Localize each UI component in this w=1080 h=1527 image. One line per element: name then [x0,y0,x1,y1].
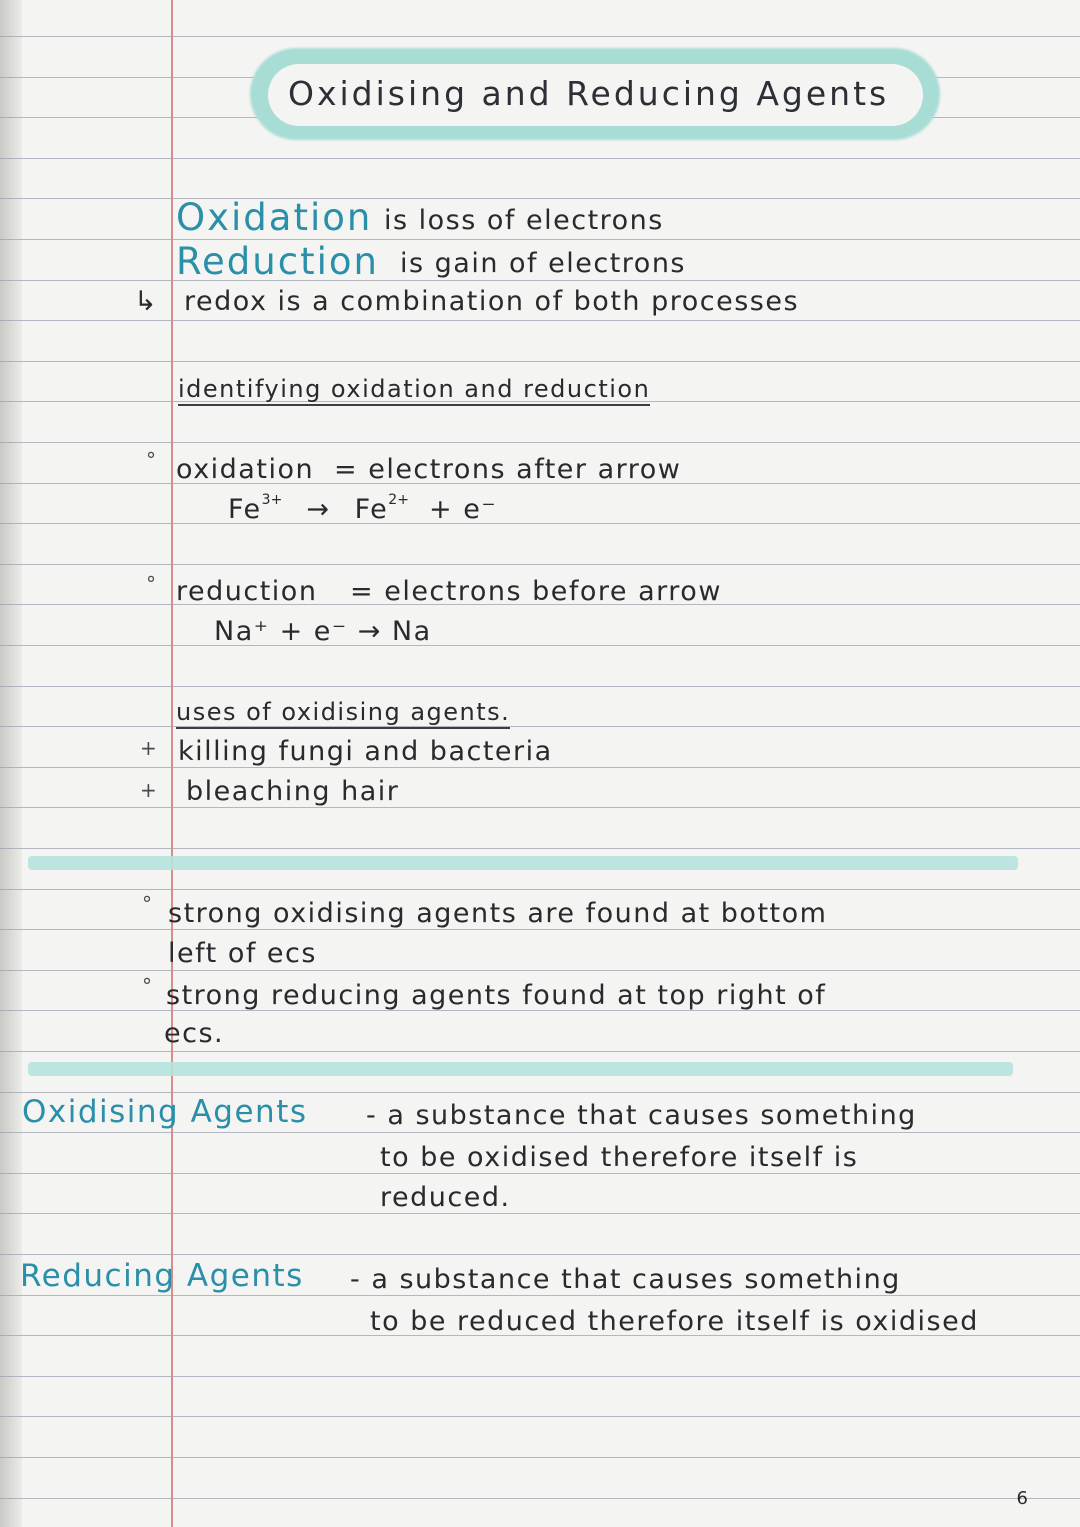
redox-arrow-icon: ↳ [134,286,159,317]
oxidising-agents-definition-end: reduced. [380,1182,511,1213]
plus-marker-icon: + [140,736,157,760]
oxidation-equation [228,494,497,525]
oxidising-agents-term: Oxidising Agents [22,1094,308,1130]
electron-term: + e⁻ [429,494,498,525]
ruled-line [0,767,1080,768]
ruled-line [0,198,1080,199]
uses-heading: uses of oxidising agents. [176,698,510,729]
reduction-equation: Na⁺ + e⁻ → Na [214,616,432,647]
reduction-label: reduction [176,576,318,607]
identifying-heading: identifying oxidation and reduction [178,375,650,406]
reducing-agents-term: Reducing Agents [20,1258,304,1294]
ruled-line [0,929,1080,930]
bullet-icon: ° [142,892,152,916]
highlighter-divider [28,1062,1013,1076]
page-title: Oxidising and Reducing Agents [288,74,890,113]
ruled-line [0,1416,1080,1417]
ruled-line [0,1457,1080,1458]
ruled-line [0,1051,1080,1052]
uses-item: bleaching hair [186,776,400,807]
bullet-icon: ° [142,974,152,998]
reduction-rule: = electrons before arrow [350,576,722,607]
reduction-definition: is gain of electrons [400,248,686,279]
ruled-line [0,158,1080,159]
ruled-line [0,645,1080,646]
page-number: 6 [1016,1488,1028,1509]
ecs-note-oxidising-cont: left of ecs [168,938,317,969]
ruled-line [0,320,1080,321]
ruled-line [0,361,1080,362]
ruled-line [0,1254,1080,1255]
ruled-line [0,523,1080,524]
reducing-agents-definition: - a substance that causes something [350,1264,901,1295]
ecs-note-oxidising: strong oxidising agents are found at bottom [168,898,828,929]
reaction-arrow-icon: → [306,494,331,525]
ecs-note-reducing-cont: ecs. [164,1018,225,1049]
oxidation-definition: is loss of electrons [384,205,664,236]
ruled-line [0,1295,1080,1296]
reduction-term: Reduction [176,240,379,283]
iron-charge-3: 3+ [261,492,283,508]
ruled-line [0,970,1080,971]
reducing-agents-definition-cont: to be reduced therefore itself is oxidised [370,1306,979,1337]
redox-note: redox is a combination of both processes [184,286,800,317]
oxidising-agents-definition: - a substance that causes something [366,1100,917,1131]
bullet-icon: ° [146,572,156,596]
iron-charge-2: 2+ [388,492,409,508]
ruled-line [0,564,1080,565]
oxidising-agents-definition-cont: to be oxidised therefore itself is [380,1142,859,1173]
highlighter-divider [28,856,1018,870]
ruled-line [0,1376,1080,1377]
page-edge [0,0,22,1527]
oxidation-label: oxidation [176,454,315,485]
ecs-note-reducing: strong reducing agents found at top right of [166,980,827,1011]
ruled-line [0,239,1080,240]
ruled-line [0,1213,1080,1214]
ruled-line [0,1092,1080,1093]
plus-marker-icon: + [140,778,157,802]
uses-item: killing fungi and bacteria [178,736,553,767]
ruled-line [0,36,1080,37]
margin-line [171,0,173,1527]
ruled-line [0,726,1080,727]
ruled-line [0,280,1080,281]
oxidation-term: Oxidation [176,196,373,239]
iron-symbol: Fe [228,494,262,525]
iron-symbol-product: Fe [354,494,389,525]
ruled-line [0,1498,1080,1499]
ruled-line [0,807,1080,808]
oxidation-rule: = electrons after arrow [334,454,682,485]
ruled-line [0,1173,1080,1174]
bullet-icon: ° [146,448,156,472]
ruled-line [0,848,1080,849]
ruled-line [0,442,1080,443]
ruled-line [0,889,1080,890]
ruled-line [0,1132,1080,1133]
ruled-line [0,686,1080,687]
